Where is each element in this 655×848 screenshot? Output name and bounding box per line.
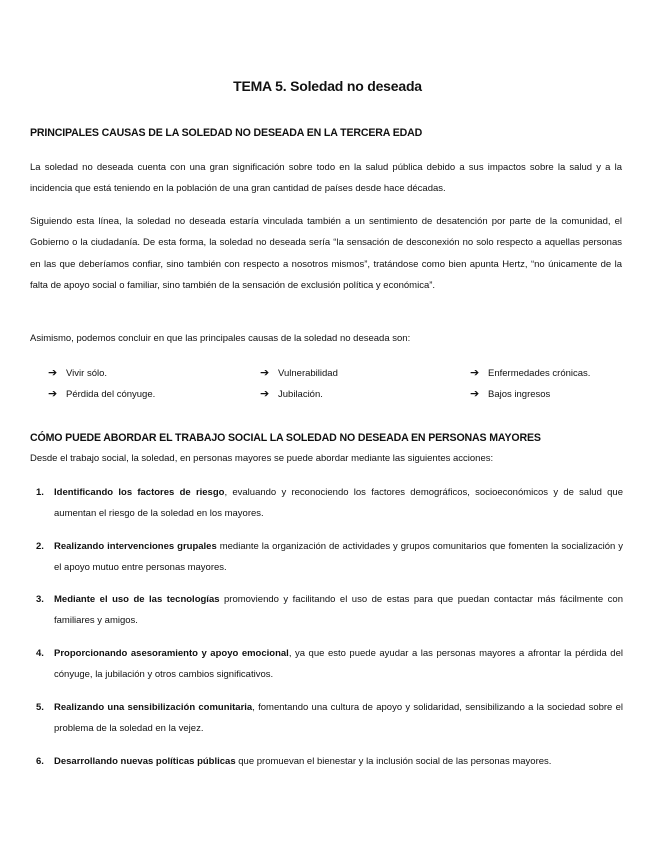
causes-lead: Asimismo, podemos concluir en que las principales causas de la soledad no deseada son: [30, 333, 411, 344]
list-item: ➔ Enfermedades crónicas. [470, 367, 591, 379]
list-item: 5. Realizando una sensibilización comunitaria, fomentando una cultura de apoyo y solidaridad, sensibilizando a la sociedad sobre el problema de la soledad en la vejez. [36, 702, 623, 735]
arrow-right-icon: ➔ [48, 388, 58, 400]
page-title: TEMA 5. Soledad no deseada [233, 78, 422, 94]
list-item: 3. Mediante el uso de las tecnologías promoviendo y facilitando el uso de estas para que puedan contactar más fácilmente con familiares y amigos. [36, 594, 623, 627]
list-item: ➔ Jubilación. [260, 388, 323, 400]
section-heading-trabajo-social: CÓMO PUEDE ABORDAR EL TRABAJO SOCIAL LA SOLEDAD NO DESEADA EN PERSONAS MAYORES [30, 432, 541, 444]
list-item: 1. Identificando los factores de riesgo, evaluando y reconociendo los factores demográficos, socioeconómicos y de salud que aumentan el riesgo de la soledad en los mayores. [36, 487, 623, 520]
list-item: 6. Desarrollando nuevas políticas públicas que promuevan el bienestar y la inclusión social de las personas mayores. [36, 756, 552, 767]
arrow-right-icon: ➔ [470, 367, 480, 379]
arrow-right-icon: ➔ [48, 367, 58, 379]
paragraph-intro: La soledad no deseada cuenta con una gran significación sobre todo en la salud pública debido a sus impactos sobre la salud y a la incidencia que está teniendo en la población de una gran cantidad de países desde hace décadas. [30, 162, 622, 195]
paragraph-desatencion: Siguiendo esta línea, la soledad no deseada estaría vinculada también a un sentimiento de desatención por parte de la comunidad, el Gobierno o la ciudadanía. De esta forma, la soledad no deseada sería “la sensación de desconexión no solo respecto a aquellas personas en las que deberíamos confiar, sino también con respecto a nosotros mismos”, tratándose como bien apunta Hertz, “no únicamente de la falta de apoyo social o familiar, sino también de la sensación de exclusión política y económica”. [30, 216, 622, 291]
list-item: 4. Proporcionando asesoramiento y apoyo emocional, ya que esto puede ayudar a las personas mayores a afrontar la pérdida del cónyuge, la jubilación y otros cambios significativos. [36, 648, 623, 681]
list-item: ➔ Vulnerabilidad [260, 367, 338, 379]
list-item: ➔ Bajos ingresos [470, 388, 551, 400]
arrow-right-icon: ➔ [260, 367, 270, 379]
list-item: 2. Realizando intervenciones grupales mediante la organización de actividades y grupos comunitarios que fomenten la socialización y el apoyo mutuo entre personas mayores. [36, 541, 623, 574]
arrow-right-icon: ➔ [470, 388, 480, 400]
list-item: ➔ Pérdida del cónyuge. [48, 388, 156, 400]
actions-lead: Desde el trabajo social, la soledad, en personas mayores se puede abordar mediante las siguientes acciones: [30, 453, 494, 464]
list-item: ➔ Vivir sólo. [48, 367, 108, 379]
section-heading-causes: PRINCIPALES CAUSAS DE LA SOLEDAD NO DESEADA EN LA TERCERA EDAD [30, 127, 423, 139]
arrow-right-icon: ➔ [260, 388, 270, 400]
